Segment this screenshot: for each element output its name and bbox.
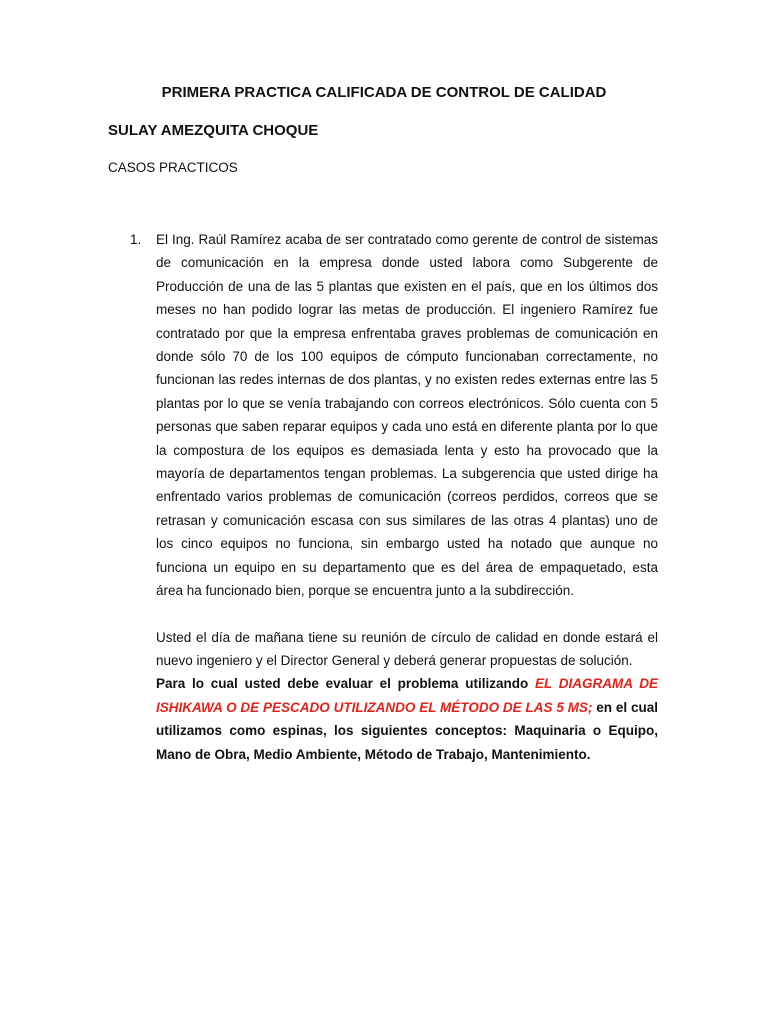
document-title: PRIMERA PRACTICA CALIFICADA DE CONTROL DE CALIDAD xyxy=(161,84,607,101)
section-heading: CASOS PRACTICOS xyxy=(108,160,238,175)
instruction-start: Para lo cual usted debe evaluar el problema utilizando xyxy=(156,676,535,692)
instruction-highlight: EL DIAGRAMA DE ISHIKAWA O DE PESCADO UTILIZANDO EL MÉTODO DE LAS 5 MS; xyxy=(156,676,658,715)
case-body xyxy=(156,228,658,766)
case-number: 1. xyxy=(130,232,142,247)
author-name: SULAY AMEZQUITA CHOQUE xyxy=(108,122,319,139)
case-paragraph-1: El Ing. Raúl Ramírez acaba de ser contratado como gerente de control de sistemas de comunicación en la empresa donde usted labora como Subgerente de Producción de una de las 5 plantas que existen en el país, que en los últimos dos meses no han podido lograr las metas de producción. El ingeniero Ramírez fue contratado por que la empresa enfrentaba graves problemas de comunicación en donde sólo 70 de los 100 equipos de cómputo funcionaban correctamente, no funcionan las redes internas de dos plantas, y no existen redes externas entre las 5 plantas por lo que se venía trabajando con correos electrónicos. Sólo cuenta con 5 personas que saben reparar equipos y cada uno está en diferente planta por lo que la compostura de los equipos es demasiada lenta y esto ha provocado que la mayoría de departamentos tengan problemas. La subgerencia que usted dirige ha enfrentado varios problemas de comunicación (correos perdidos, correos que se retrasan y comunicación escasa con sus similares de las otras 4 plantas) uno de los cinco equipos no funciona, sin embargo usted ha notado que aunque no funciona un equipo en su departamento que es del área de empaquetado, esta área ha funcionado bien, porque se encuentra junto a la subdirección. xyxy=(156,232,658,599)
case-instruction xyxy=(156,672,658,766)
case-paragraph-2: Usted el día de mañana tiene su reunión de círculo de calidad en donde estará el nuevo ingeniero y el Director General y deberá generar propuestas de solución. xyxy=(156,629,658,668)
instruction-end: en el cual utilizamos como espinas, los siguientes conceptos: Maquinaria o Equipo, Mano de Obra, Medio Ambiente, Método de Trabajo, Mantenimiento. xyxy=(156,699,658,762)
case-item xyxy=(130,228,658,766)
